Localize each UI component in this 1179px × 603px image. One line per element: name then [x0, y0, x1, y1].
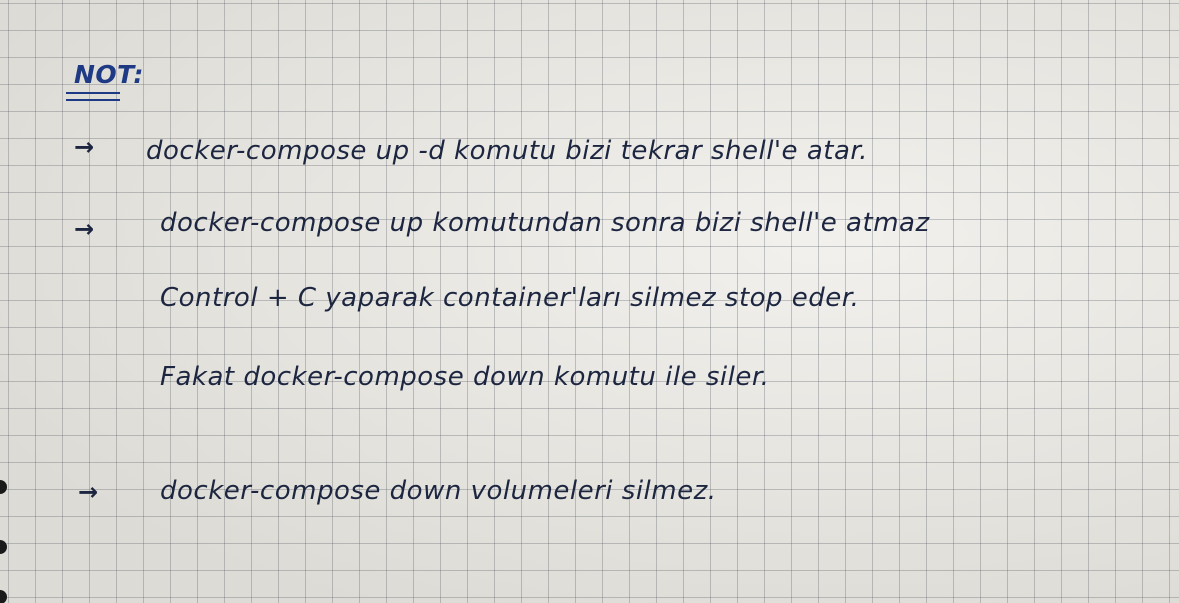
binding-hole	[0, 590, 7, 603]
note-line-3: Control + C yaparak container'ları silmez stop eder.	[160, 283, 860, 313]
binding-hole	[0, 540, 7, 554]
arrow-bullet-icon: →	[74, 133, 95, 161]
note-line-1: docker-compose up -d komutu bizi tekrar shell'e atar.	[146, 136, 868, 166]
title-underline	[66, 92, 120, 94]
arrow-bullet-icon: →	[74, 215, 95, 243]
title-underline	[66, 99, 120, 101]
note-line-2: docker-compose up komutundan sonra bizi shell'e atmaz	[160, 208, 930, 238]
note-title: NOT:	[74, 60, 144, 89]
arrow-bullet-icon: →	[78, 478, 99, 506]
binding-hole	[0, 480, 7, 494]
note-line-5: docker-compose down volumeleri silmez.	[160, 476, 717, 506]
note-line-4: Fakat docker-compose down komutu ile siler.	[160, 362, 770, 392]
